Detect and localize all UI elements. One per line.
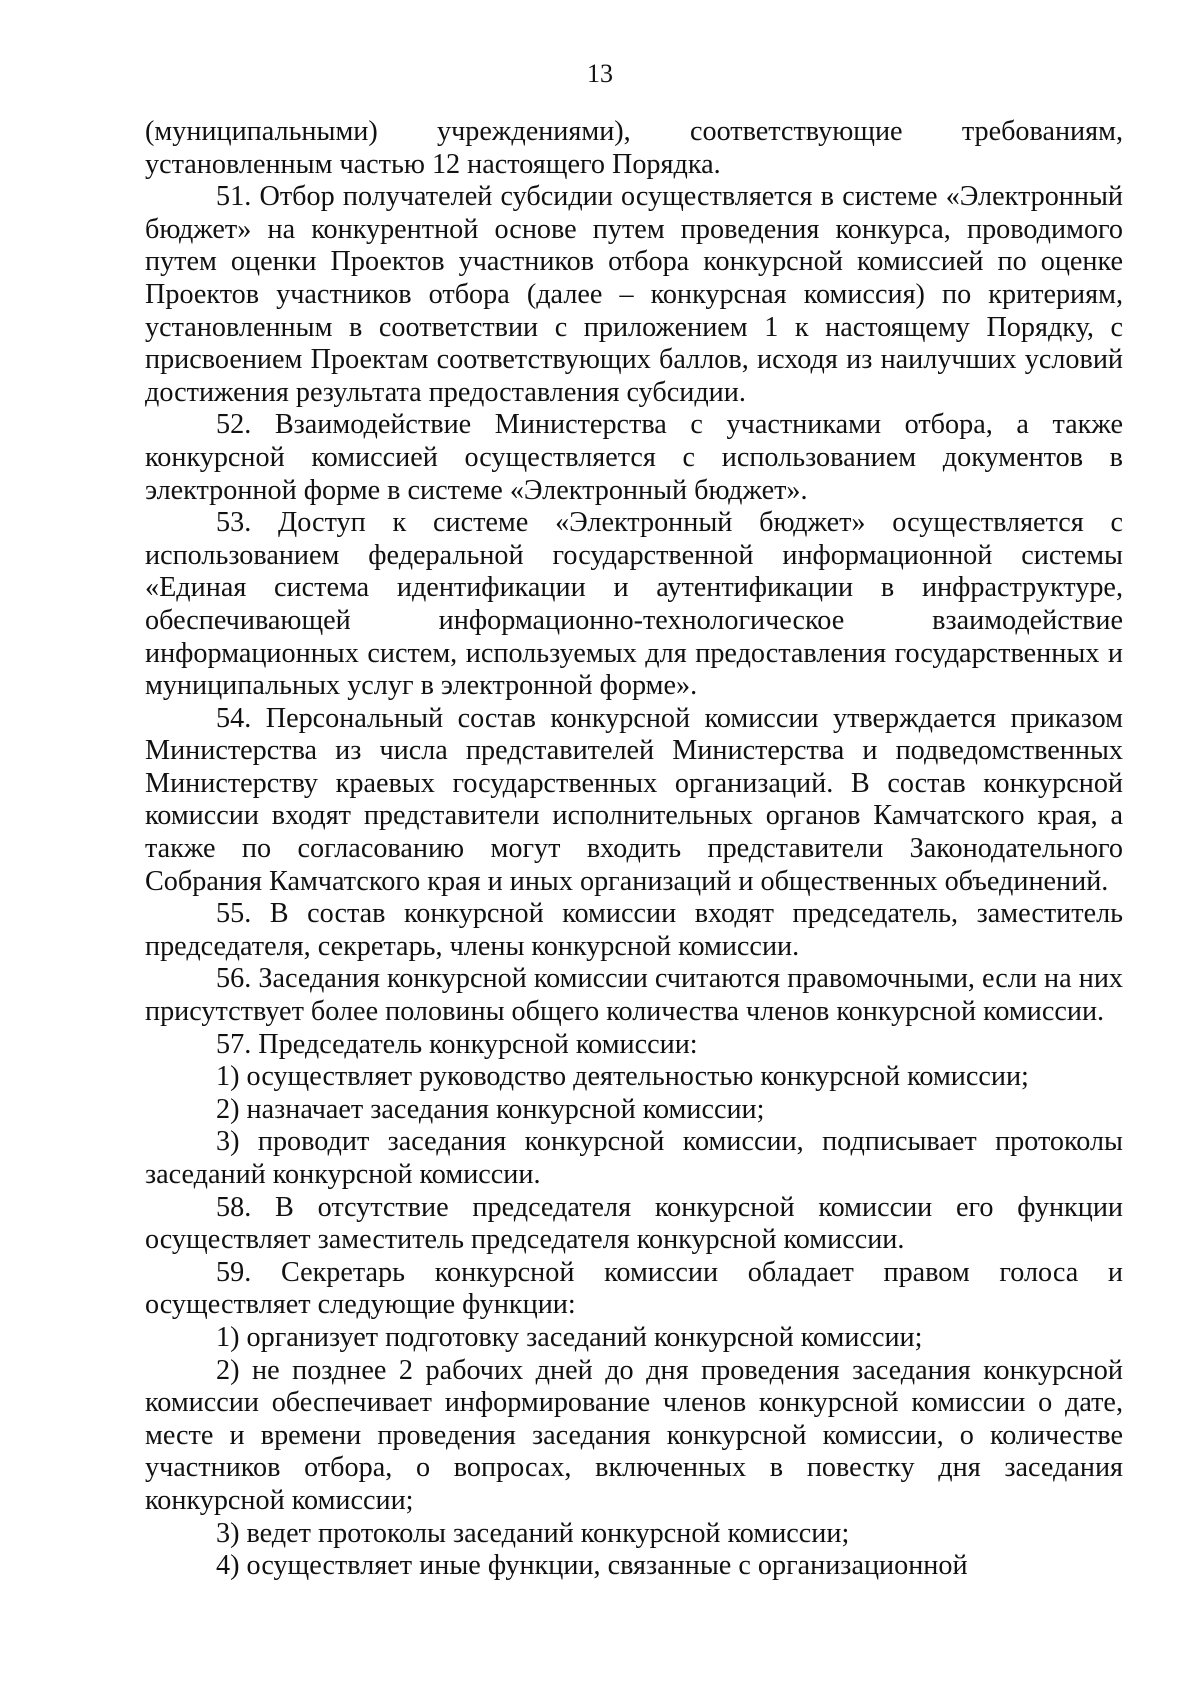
paragraph-subitem-59-4: 4) осуществляет иные функции, связанные с организационной: [216, 1550, 968, 1582]
paragraph-subitem-57-2: 2) назначает заседания конкурсной комиссии;: [216, 1093, 765, 1125]
paragraph-item-51: 51. Отбор получателей субсидии осуществляется в системе «Электронный бюджет» на конкурентной основе путем проведения конкурса, проводимого путем оценки Проектов участников отбора конкурсной комиссией по оценке Проектов участников отбора (далее – конкурсная комиссия) по критериям, установленным в соответствии с приложением 1 к настоящему Порядку, с присвоением Проектам соответствующих баллов, исходя из наилучших условий достижения результата предоставления субсидии.: [145, 181, 1123, 408]
document-body: [145, 116, 1123, 1583]
paragraph-subitem-57-3: 3) проводит заседания конкурсной комиссии, подписывает протоколы заседаний конкурсной комиссии.: [145, 1126, 1123, 1190]
paragraph-continuation: (муниципальными) учреждениями), соответствующие требованиям, установленным частью 12 настоящего Порядка.: [145, 116, 1123, 180]
paragraph-subitem-57-1: 1) осуществляет руководство деятельностью конкурсной комиссии;: [216, 1061, 1029, 1093]
paragraph-item-55: 55. В состав конкурсной комиссии входят председатель, заместитель председателя, секретарь, члены конкурсной комиссии.: [145, 898, 1123, 962]
paragraph-item-53: 53. Доступ к системе «Электронный бюджет» осуществляется с использованием федеральной государственной информационной системы «Единая система идентификации и аутентификации в инфраструктуре, обеспечивающей информационно-технологическое взаимодействие информационных систем, используемых для предоставления государственных и муниципальных услуг в электронной форме».: [145, 507, 1123, 702]
paragraph-item-54: 54. Персональный состав конкурсной комиссии утверждается приказом Министерства из числа представителей Министерства и подведомственных Министерству краевых государственных организаций. В состав конкурсной комиссии входят представители исполнительных органов Камчатского края, а также по согласованию могут входить представители Законодательного Собрания Камчатского края и иных организаций и общественных объединений.: [145, 702, 1123, 897]
paragraph-subitem-59-1: 1) организует подготовку заседаний конкурсной комиссии;: [216, 1321, 923, 1353]
paragraph-item-52: 52. Взаимодействие Министерства с участниками отбора, а также конкурсной комиссией осуществляется с использованием документов в электронной форме в системе «Электронный бюджет».: [145, 409, 1123, 506]
paragraph-item-58: 58. В отсутствие председателя конкурсной комиссии его функции осуществляет заместитель председателя конкурсной комиссии.: [145, 1191, 1123, 1256]
paragraph-subitem-59-3: 3) ведет протоколы заседаний конкурсной комиссии;: [216, 1517, 850, 1549]
paragraph-item-59: 59. Секретарь конкурсной комиссии обладает правом голоса и осуществляет следующие функции:: [145, 1256, 1123, 1321]
paragraph-subitem-59-2: 2) не позднее 2 рабочих дней до дня проведения заседания конкурсной комиссии обеспечивает информирование членов конкурсной комиссии о дате, месте и времени проведения заседания конкурсной комиссии, о количестве участников отбора, о вопросах, включенных в повестку дня заседания конкурсной комиссии;: [145, 1354, 1123, 1516]
paragraph-item-57: 57. Председатель конкурсной комиссии:: [216, 1028, 698, 1060]
page-number: 13: [587, 59, 613, 88]
paragraph-item-56: 56. Заседания конкурсной комиссии считаются правомочными, если на них присутствует более половины общего количества членов конкурсной комиссии.: [145, 963, 1123, 1028]
